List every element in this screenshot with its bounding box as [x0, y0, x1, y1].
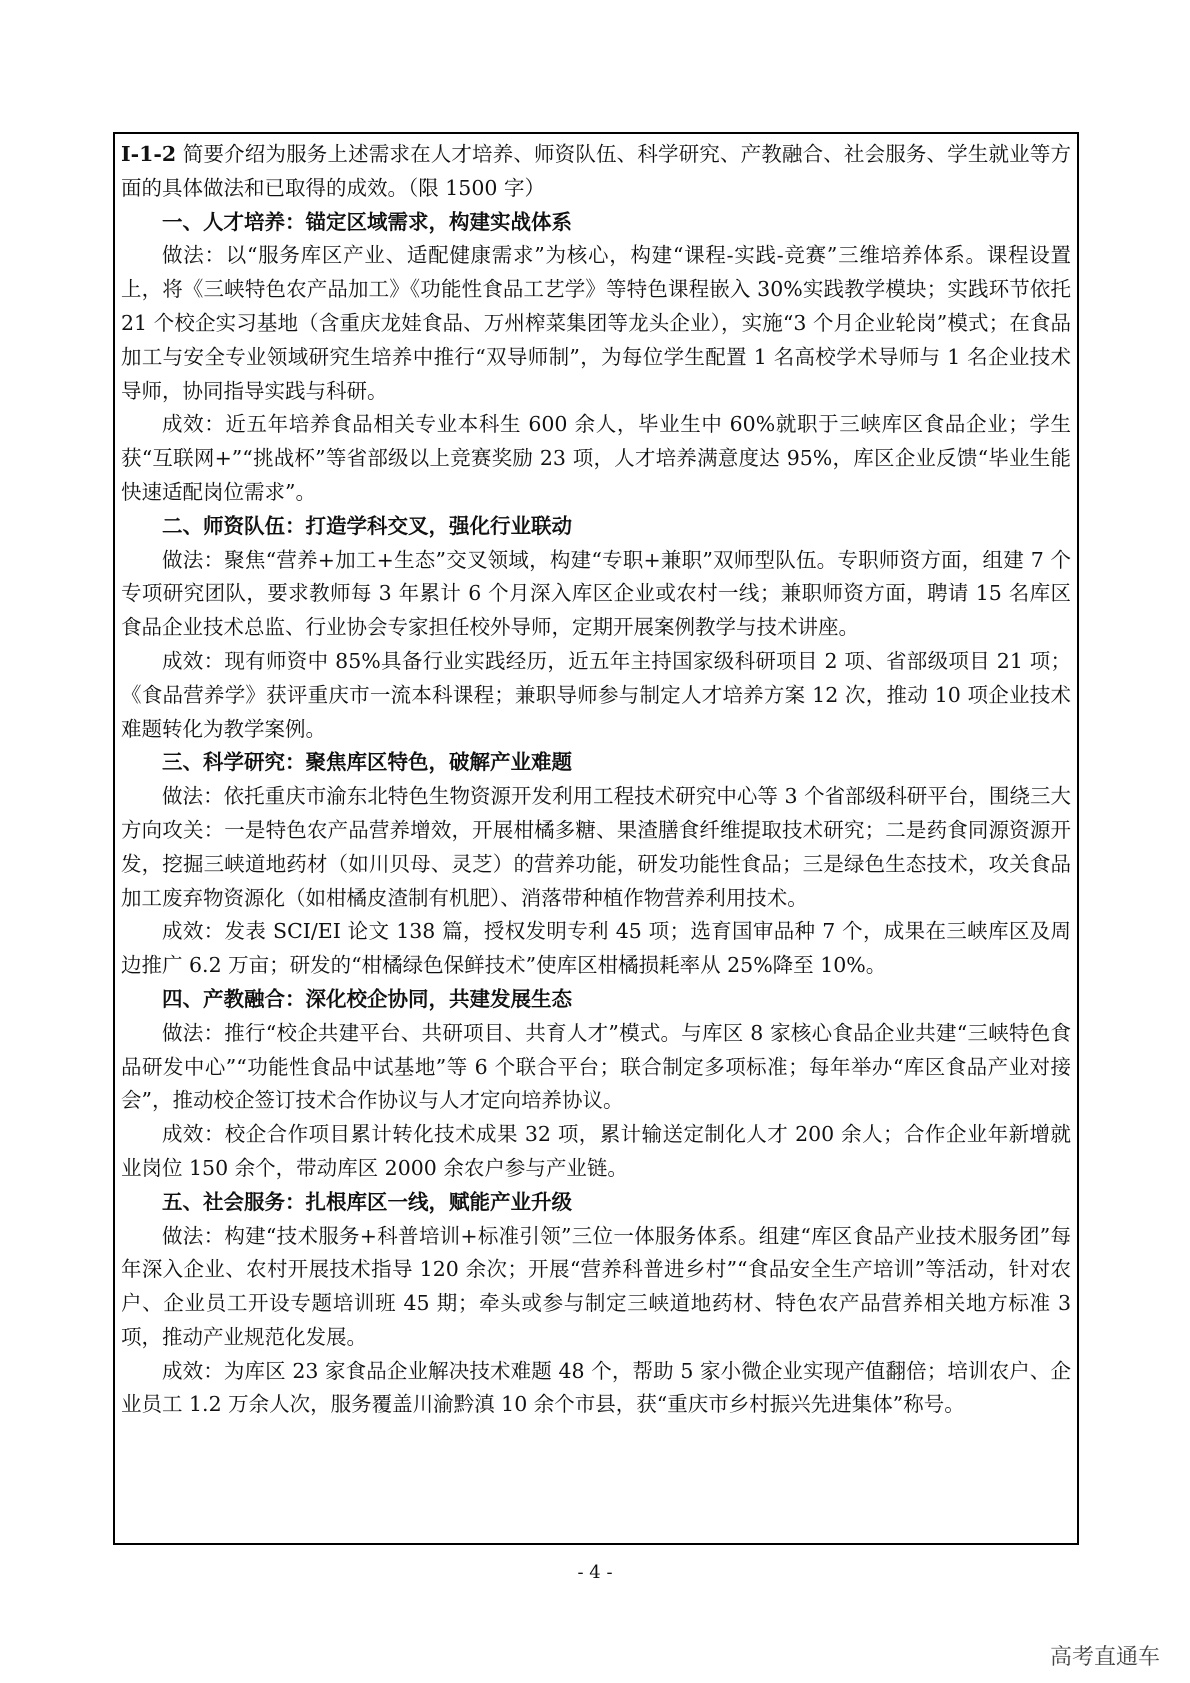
section-result: 成效：校企合作项目累计转化技术成果 32 项，累计输送定制化人才 200 余人；合作企业年新增就业岗位 150 余个，带动库区 2000 余农户参与产业链。 — [121, 1122, 1071, 1180]
section-method: 做法：聚焦“营养+加工+生态”交叉领域，构建“专职+兼职”双师型队伍。专职师资方面，组建 7 个专项研究团队，要求教师每 3 年累计 6 个月深入库区企业或农村一线；兼职师资方面，聘请 15 名库区食品企业技术总监、行业协会专家担任校外导师，定期开展案例教学与技术讲座。 — [121, 547, 1071, 640]
section-result: 成效：近五年培养食品相关专业本科生 600 余人，毕业生中 60%就职于三峡库区食品企业；学生获“互联网+”“挑战杯”等省部级以上竞赛奖励 23 项，人才培养满意度达 95%，库区企业反馈“毕业生能快速适配岗位需求”。 — [121, 412, 1071, 504]
section-method: 做法：依托重庆市渝东北特色生物资源开发利用工程技术研究中心等 3 个省部级科研平台，围绕三大方向攻关：一是特色农产品营养增效，开展柑橘多糖、果渣膳食纤维提取技术研究；二是药食同源资源开发，挖掘三峡道地药材（如川贝母、灵芝）的营养功能，研发功能性食品；三是绿色生态技术，攻关食品加工废弃物资源化（如柑橘皮渣制有机肥）、消落带种植作物营养利用技术。 — [121, 784, 1071, 910]
section-heading: 四、产教融合：深化校企协同，共建发展生态 — [162, 986, 572, 1011]
section-heading: 五、社会服务：扎根库区一线，赋能产业升级 — [162, 1189, 572, 1214]
section-result: 成效：发表 SCI/EI 论文 138 篇，授权发明专利 45 项；选育国审品种 7 个，成果在三峡库区及周边推广 6.2 万亩；研发的“柑橘绿色保鲜技术”使库区柑橘损耗率从 25%降至 10%。 — [121, 919, 1071, 978]
question-text: 简要介绍为服务上述需求在人才培养、师资队伍、科学研究、产教融合、社会服务、学生就业等方面的具体做法和已取得的成效。（限 1500 字） — [121, 142, 1071, 200]
section-heading: 一、人才培养：锚定区域需求，构建实战体系 — [162, 209, 572, 234]
section-method: 做法：以“服务库区产业、适配健康需求”为核心，构建“课程-实践-竞赛”三维培养体系。课程设置上，将《三峡特色农产品加工》《功能性食品工艺学》等特色课程嵌入 30%实践教学模块；实践环节依托 21 个校企实习基地（含重庆龙娃食品、万州榨菜集团等龙头企业），实施“3 个月企业轮岗”模式；在食品加工与安全专业领域研究生培养中推行“双导师制”，为每位学生配置 1 名高校学术导师与 1 名企业技术导师，协同指导实践与科研。 — [121, 243, 1071, 403]
question-id: I-1-2 — [121, 142, 177, 166]
answer-content — [121, 138, 1071, 1422]
watermark: 高考直通车 — [1049, 1645, 1160, 1670]
section-result: 成效：为库区 23 家食品企业解决技术难题 48 个，帮助 5 家小微企业实现产值翻倍；培训农户、企业员工 1.2 万余人次，服务覆盖川渝黔滇 10 余个市县，获“重庆市乡村振兴先进集体”称号。 — [121, 1358, 1071, 1417]
section-method: 做法：推行“校企共建平台、共研项目、共育人才”模式。与库区 8 家核心食品企业共建“三峡特色食品研发中心”“功能性食品中试基地”等 6 个联合平台；联合制定多项标准；每年举办“库区食品产业对接会”，推动校企签订技术合作协议与人才定向培养协议。 — [121, 1020, 1071, 1113]
question-prompt — [121, 138, 1071, 206]
answer-box — [113, 132, 1079, 1545]
section-method: 做法：构建“技术服务+科普培训+标准引领”三位一体服务体系。组建“库区食品产业技术服务团”每年深入企业、农村开展技术指导 120 余次；开展“营养科普进乡村”“食品安全生产培训”等活动，针对农户、企业员工开设专题培训班 45 期；牵头或参与制定三峡道地药材、特色农产品营养相关地方标准 3 项，推动产业规范化发展。 — [121, 1223, 1071, 1349]
section-heading: 二、师资队伍：打造学科交叉，强化行业联动 — [162, 513, 572, 538]
section-result: 成效：现有师资中 85%具备行业实践经历，近五年主持国家级科研项目 2 项、省部级项目 21 项；《食品营养学》获评重庆市一流本科课程；兼职导师参与制定人才培养方案 12 次，推动 10 项企业技术难题转化为教学案例。 — [121, 648, 1071, 741]
section-heading: 三、科学研究：聚焦库区特色，破解产业难题 — [162, 750, 572, 775]
page-number: - 4 - — [577, 1562, 613, 1583]
